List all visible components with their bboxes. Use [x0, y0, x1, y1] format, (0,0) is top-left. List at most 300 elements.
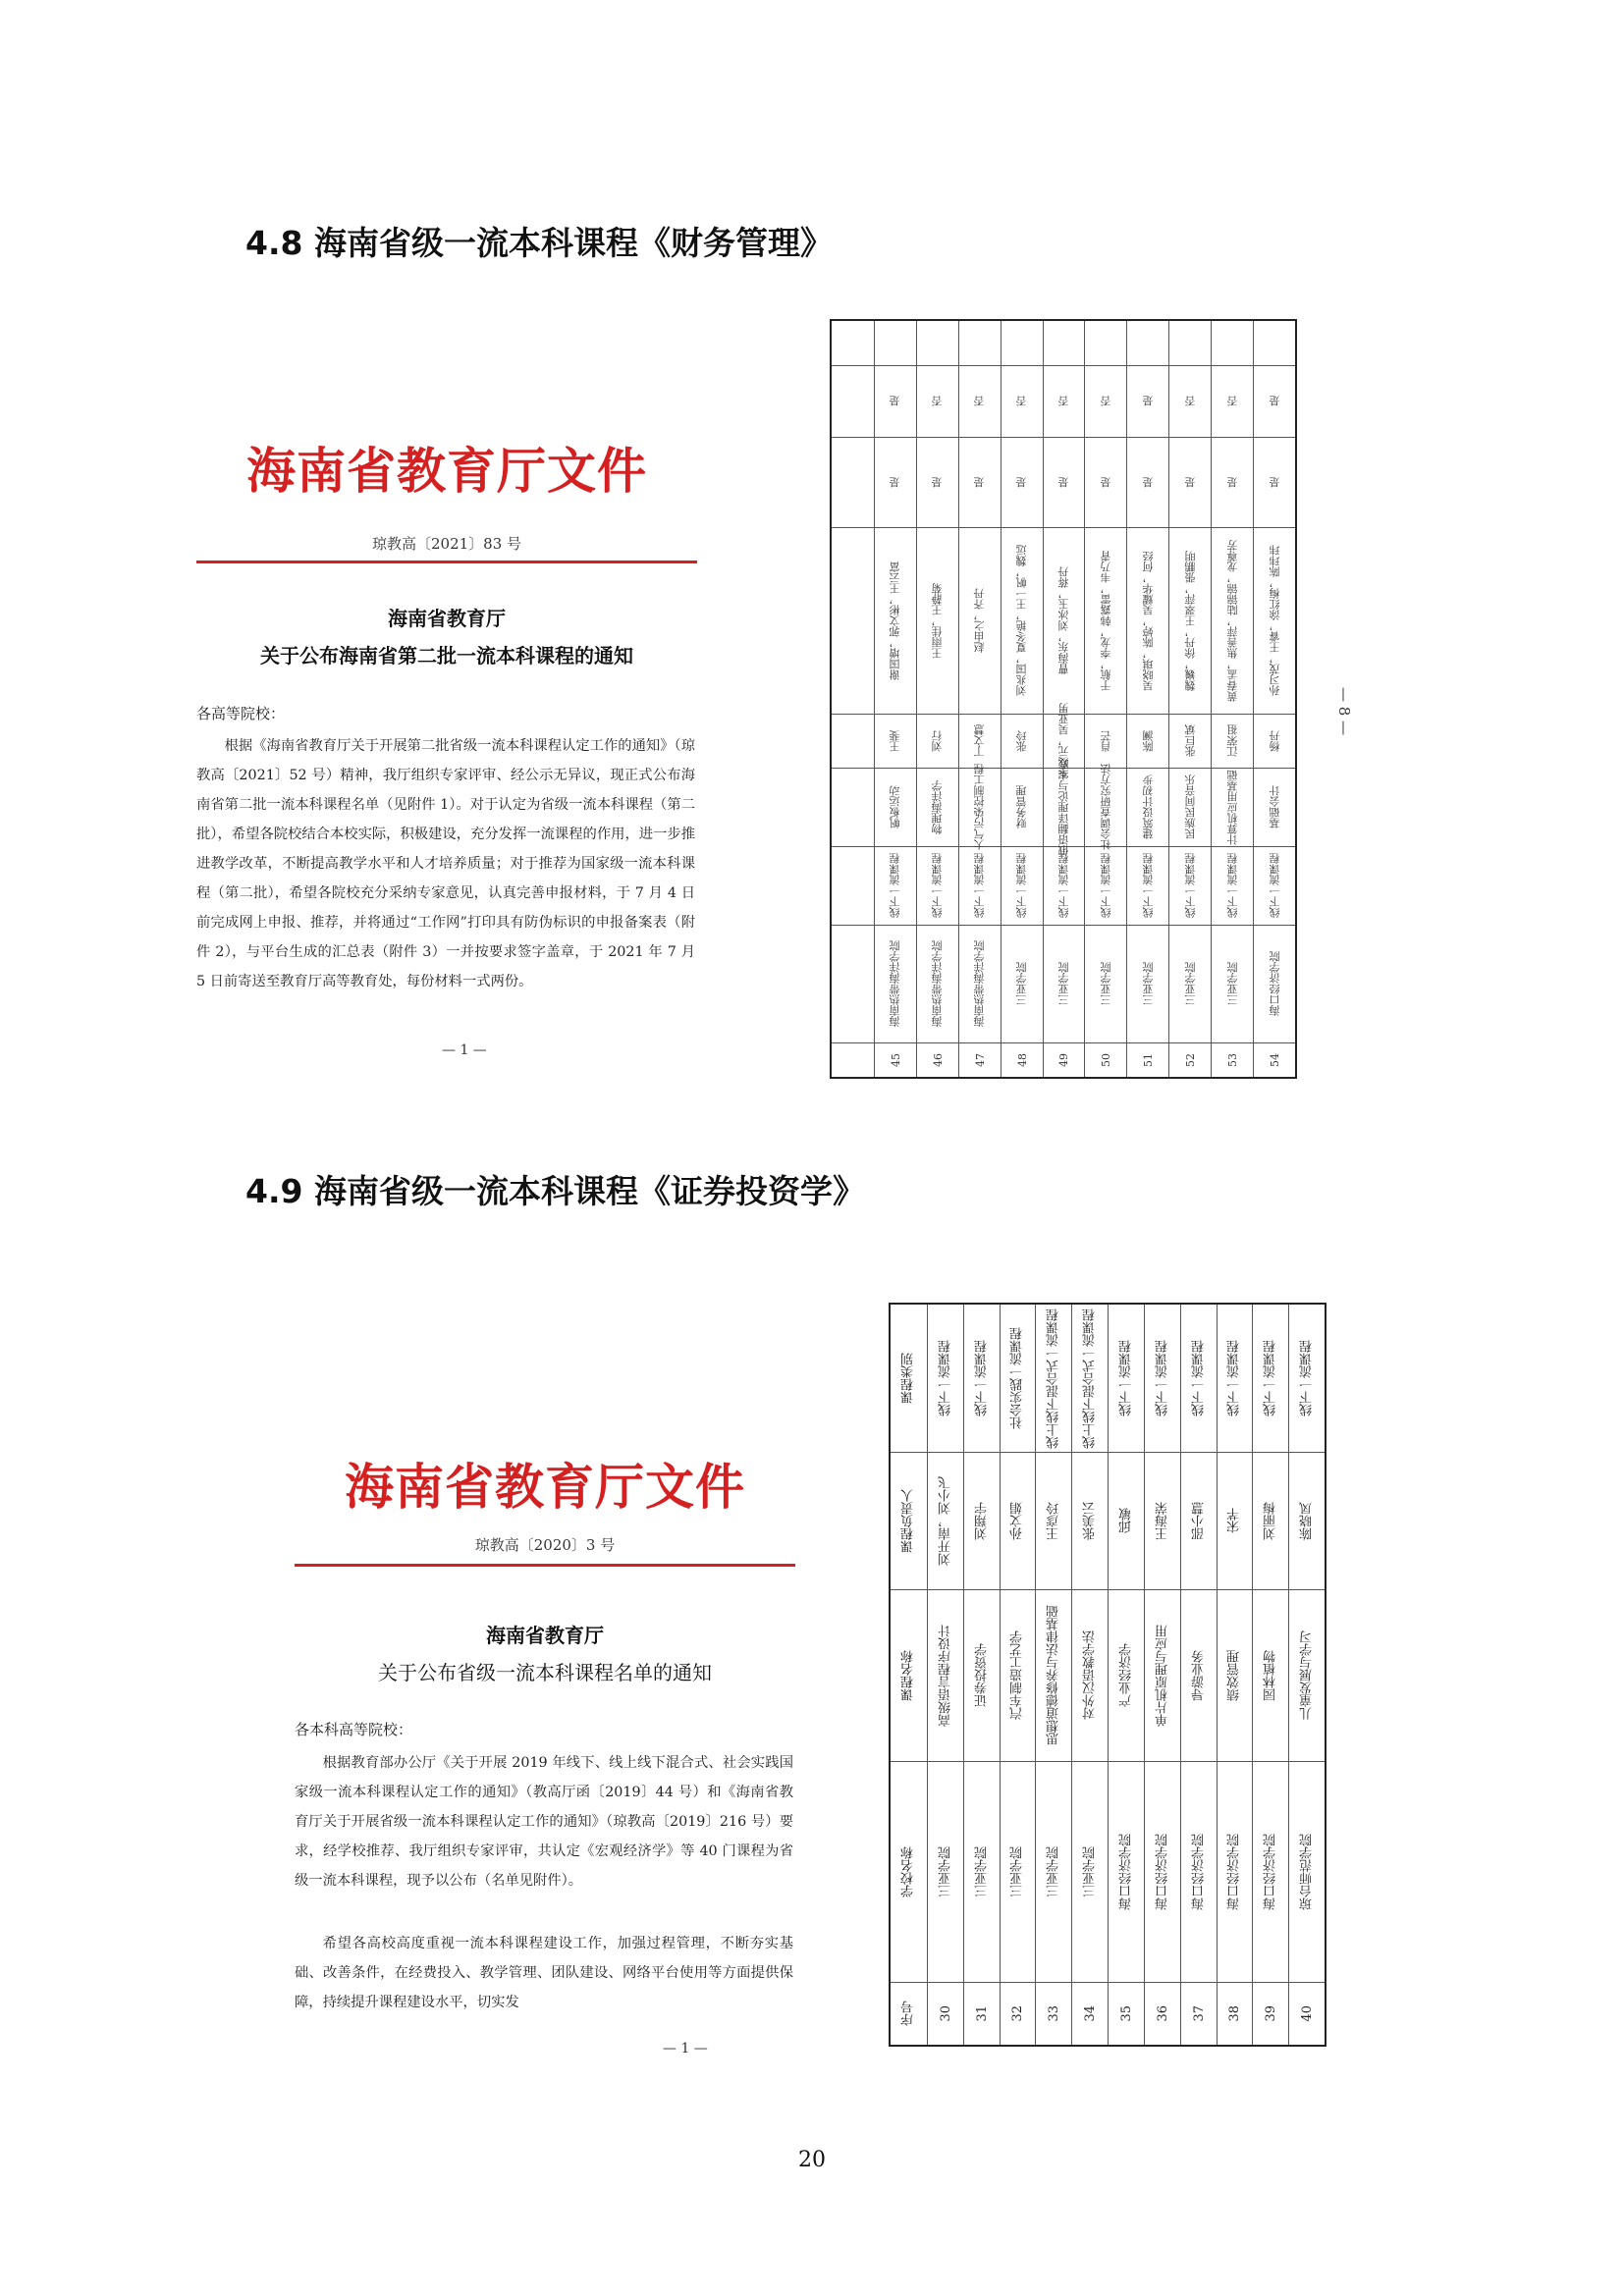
- table-cell-lead: [1169, 714, 1212, 768]
- table-cell-course: [1036, 1589, 1072, 1761]
- table-cell-lead: [1001, 1452, 1037, 1589]
- cell-text-course: 俄语翻译理论与实践: [1056, 758, 1070, 856]
- cell-text-members: 孙习茂，王睿，涂红梅，陈玮玮: [1268, 545, 1281, 696]
- table-cell-no: [1036, 1982, 1072, 2045]
- table-cell-type: [875, 846, 917, 925]
- table-cell-school: [1169, 925, 1212, 1042]
- table-cell-members: [1044, 527, 1086, 714]
- table-cell-no: [1253, 1982, 1289, 2045]
- cell-text-c2: 是: [889, 396, 902, 406]
- cell-text-type: 线下一流课程: [1191, 1340, 1207, 1416]
- table-cell-type: [1036, 1305, 1072, 1452]
- table-cell-school: [1254, 925, 1296, 1042]
- table-row: [1084, 321, 1127, 1077]
- cell-text-lead: 张玲: [1015, 729, 1029, 752]
- cell-text-school: 三亚学院: [1183, 962, 1197, 1005]
- table-cell-type: [1212, 846, 1254, 925]
- table-cell-school: [1072, 1761, 1109, 1982]
- table-cell-course: [1181, 1589, 1218, 1761]
- cell-text-course: 绩效管理: [1227, 1649, 1243, 1701]
- table-cell-type: [1127, 846, 1169, 925]
- cell-text-c1: 是: [931, 476, 945, 488]
- document-number: 琼教高〔2020〕3 号: [474, 1536, 616, 1554]
- cell-text-lead: 宋芊: [1227, 1508, 1243, 1533]
- table-cell-c1: [875, 437, 917, 527]
- cell-text-no: 45: [889, 1052, 902, 1067]
- table-row: [1252, 1305, 1289, 2045]
- cell-text-school: 三亚学院: [974, 1845, 990, 1897]
- cell-text-school: 三亚学院: [1015, 962, 1029, 1005]
- cell-text-course: 财务管理: [1015, 785, 1029, 828]
- table-cell-school: [917, 925, 959, 1042]
- cell-text-type: 线下一流课程: [1227, 1340, 1243, 1416]
- notice-greeting: 各高等院校：: [196, 705, 286, 722]
- table-cell-c2: [1254, 365, 1296, 437]
- cell-text-type: 线下一流课程: [1056, 853, 1070, 918]
- table-cell-course: [1127, 768, 1169, 846]
- table-cell-type: [1218, 1305, 1254, 1452]
- cell-text-no: 30: [938, 2004, 953, 2022]
- cell-text-course: 儿童发展与学习: [1300, 1630, 1316, 1720]
- cell-text-no: 35: [1118, 2004, 1134, 2022]
- cell-text-lead: 孙文娟: [1010, 1501, 1026, 1540]
- red-divider: [196, 561, 697, 563]
- cell-text-course: 物理海洋学: [931, 779, 945, 834]
- cell-text-c2: 否: [931, 396, 945, 406]
- table-cell-c1: [1001, 437, 1044, 527]
- table-cell-no: [959, 1042, 1001, 1077]
- cell-text-no: 54: [1269, 1052, 1282, 1067]
- table-cell-type: [1145, 1305, 1181, 1452]
- table-cell-c1: [917, 437, 959, 527]
- table-cell-course: [928, 1589, 964, 1761]
- table-cell-lead: [928, 1452, 964, 1589]
- cell-text-school: 三亚学院: [1010, 1845, 1026, 1897]
- cell-text-lead: 江荣祖: [1225, 724, 1239, 757]
- table-row: [1217, 1305, 1254, 2045]
- cell-text-type: 线下一流课程: [1155, 1340, 1170, 1416]
- table-cell-no: [1254, 1042, 1296, 1077]
- table-cell-no: [1289, 1982, 1326, 2045]
- table-cell-course: [917, 768, 959, 846]
- cell-text-type: 线下一流课程: [1015, 853, 1029, 918]
- cell-text-school: 海口经济学院: [1227, 1833, 1243, 1910]
- cell-text-lead: 王斐: [889, 729, 902, 752]
- table-cell-c2: [1169, 365, 1212, 437]
- table-cell-no: [1212, 1042, 1254, 1077]
- table-cell-members: [1169, 527, 1212, 714]
- table-cell-no: [875, 1042, 917, 1077]
- table-row: [916, 321, 959, 1077]
- table-cell-no: [1072, 1982, 1109, 2045]
- cell-text-course: 基础会计: [1268, 785, 1281, 828]
- table-cell-course: [1001, 1589, 1037, 1761]
- cell-text-school: 三亚学院: [1099, 962, 1112, 1005]
- cell-text-course: 思想道德修养与法律基础: [1047, 1605, 1062, 1745]
- table-cell-school: [1289, 1761, 1326, 1982]
- table-row: [1001, 321, 1044, 1077]
- table-cell-course: [1253, 1589, 1289, 1761]
- cell-text-lead: 刘翔宇: [974, 1501, 990, 1540]
- table-cell-school: [1218, 1761, 1254, 1982]
- notice-page-mark: — 1 —: [442, 1042, 487, 1058]
- table-cell-type: [959, 846, 1001, 925]
- table-cell-no: [1127, 1042, 1169, 1077]
- cell-text-lead: 刘开南，刘小飞: [938, 1475, 953, 1566]
- cell-text-type: 线下一流课程: [938, 1340, 953, 1416]
- table-cell-type: [1072, 1305, 1109, 1452]
- notice-title-line-1: 海南省教育厅: [486, 1624, 604, 1647]
- cell-text-course: 大气污染控制工程: [973, 764, 987, 850]
- cell-text-type: 线下一流课程: [1118, 1340, 1134, 1416]
- cell-text-school: 海口经济学院: [1155, 1833, 1170, 1910]
- table-cell-no: [891, 1982, 927, 2045]
- table-cell-type: [1169, 846, 1212, 925]
- table-cell-lead: [1289, 1452, 1326, 1589]
- table-cell-c1: [1254, 437, 1296, 527]
- table-cell-course: [1212, 768, 1254, 846]
- cell-text-c2: 是: [1268, 396, 1281, 406]
- table-cell-course: [1044, 758, 1086, 856]
- cell-text-course: 计算机应用基础: [1225, 769, 1239, 845]
- table-cell-lead: [1254, 714, 1296, 768]
- cell-text-type: 线上线下混合式一流课程: [1047, 1308, 1062, 1449]
- table-cell-no: [917, 1042, 959, 1077]
- table-cell-school: [1127, 925, 1169, 1042]
- table-cell-no: [1181, 1982, 1218, 2045]
- table-cell-school: [1001, 1761, 1037, 1982]
- cell-text-school: 海口经济学院: [1191, 1833, 1207, 1910]
- cell-text-no: 53: [1226, 1052, 1240, 1067]
- cell-text-school: 学校名称: [900, 1845, 916, 1897]
- table-cell-lead: [1072, 1452, 1109, 1589]
- table-cell-course: [1145, 1589, 1181, 1761]
- cell-text-school: 三亚学院: [938, 1845, 953, 1897]
- table-cell-no: [1044, 1042, 1086, 1077]
- table-cell-no: [1145, 1982, 1181, 2045]
- table-cell-lead: [917, 714, 959, 768]
- cell-text-members: 赵由之，齐丹: [973, 588, 987, 653]
- cell-text-lead: 邱敏: [1118, 1508, 1134, 1533]
- table-cell-c1: [1127, 437, 1169, 527]
- cell-text-type: 线下一流课程: [1141, 853, 1155, 918]
- table-cell-school: [1036, 1761, 1072, 1982]
- cell-text-school: 海南热带海洋学院: [973, 940, 987, 1027]
- table-cell-no: [1001, 1982, 1037, 2045]
- cell-text-course: 单片机原理与应用: [1155, 1624, 1170, 1727]
- table-cell-c2: [1212, 365, 1254, 437]
- table-cell-members: [1254, 527, 1296, 714]
- cell-text-course: 建筑设计初步: [1141, 774, 1155, 839]
- table-cell-type: [917, 846, 959, 925]
- table-side-page-mark: — 8 —: [1335, 687, 1353, 736]
- cell-text-type: 线下一流课程: [973, 853, 987, 918]
- table-cell-lead: [1085, 714, 1127, 768]
- table-cell-c2: [1085, 365, 1127, 437]
- table-cell-course: [1289, 1589, 1326, 1761]
- cell-text-members: 曹海东，刘冰玉，蒋丹: [1056, 566, 1070, 674]
- cell-text-c2: 否: [1225, 396, 1239, 406]
- table-row: [927, 1305, 964, 2045]
- table-cell-members: [1127, 527, 1169, 714]
- cell-text-type: 线下一流课程: [1264, 1340, 1279, 1416]
- table-cell-c2: [875, 365, 917, 437]
- cell-text-course: 高级语言程序设计: [938, 1624, 953, 1727]
- cell-text-type: 线下一流课程: [1225, 853, 1239, 918]
- cell-text-c2: 否: [1099, 396, 1112, 406]
- cell-text-lead: 张美云: [1083, 1501, 1099, 1540]
- cell-text-type: 课程类别: [900, 1353, 916, 1404]
- table-row: [1035, 1305, 1072, 2045]
- cell-text-c1: 是: [1056, 476, 1070, 488]
- red-divider: [295, 1564, 795, 1567]
- table-row: [1253, 321, 1296, 1077]
- table-cell-course: [1085, 764, 1127, 850]
- table-row: [958, 321, 1001, 1077]
- cell-text-lead: 杨丹: [1268, 729, 1281, 752]
- cell-text-members: 谢国增，郭文彬，王云富: [889, 561, 902, 680]
- cell-text-c2: 是: [1141, 396, 1155, 406]
- notice-page-mark: — 1 —: [663, 2041, 708, 2056]
- notice-greeting: 各本科高等院校：: [295, 1721, 413, 1738]
- cell-text-school: 海口经济学院: [1118, 1833, 1134, 1910]
- notice-title-line-2: 关于公布海南省第二批一流本科课程的通知: [260, 644, 633, 667]
- table-cell-type: [1044, 846, 1086, 925]
- notice-document-2020: [295, 1448, 795, 2056]
- cell-text-members: 黄春孟，焦善萍，陆锦锦，龙尊芳: [1225, 539, 1239, 702]
- cell-text-type: 线下一流课程: [889, 853, 902, 918]
- table-row: [1071, 1305, 1109, 2045]
- table-cell-members: [875, 527, 917, 714]
- table-row: [1126, 321, 1169, 1077]
- table-cell-school: [1181, 1761, 1218, 1982]
- table-cell-c2: [959, 365, 1001, 437]
- table-cell-type: [1254, 846, 1296, 925]
- table-cell-type: [1253, 1305, 1289, 1452]
- table-cell-c1: [1212, 437, 1254, 527]
- cell-text-type: 线下一流课程: [931, 853, 945, 918]
- table-cell-school: [964, 1761, 1001, 1982]
- cell-text-type: 线下一流课程: [1300, 1340, 1316, 1416]
- cell-text-no: 40: [1300, 2004, 1316, 2022]
- table-cell-school: [1145, 1761, 1181, 1982]
- table-cell-no: [1001, 1042, 1044, 1077]
- cell-text-c2: 否: [1183, 396, 1197, 406]
- table-cell-no: [1109, 1982, 1145, 2045]
- document-number: 琼教高〔2021〕83 号: [371, 535, 522, 553]
- table-cell-school: [1109, 1761, 1145, 1982]
- course-table-rotated-2021: [830, 319, 1297, 1079]
- table-cell-type: [1181, 1305, 1218, 1452]
- cell-text-type: 线下一流课程: [1268, 853, 1281, 918]
- issuer-title: 海南省教育厅文件: [246, 443, 647, 500]
- table-cell-no: [1218, 1982, 1254, 2045]
- cell-text-type: 线上线下混合式一流课程: [1083, 1308, 1099, 1449]
- cell-text-no: 33: [1047, 2004, 1062, 2022]
- cell-text-no: 49: [1057, 1052, 1071, 1067]
- table-cell-members: [1085, 527, 1127, 714]
- table-cell-lead: [1181, 1452, 1218, 1589]
- table-cell-c2: [917, 365, 959, 437]
- cell-text-members: 魏巍，徐丹，王翠萍，張鹏明: [1183, 550, 1197, 691]
- table-cell-course: [891, 1589, 927, 1761]
- table-cell-course: [959, 764, 1001, 850]
- cell-text-c1: 是: [1183, 476, 1197, 488]
- table-row: [963, 1305, 1001, 2045]
- table-header-column: [832, 321, 874, 1077]
- cell-text-lead: 肖芒: [1099, 729, 1112, 752]
- table-cell-members: [917, 527, 959, 714]
- cell-text-school: 海口经济学院: [1268, 951, 1281, 1016]
- table-cell-no: [1085, 1042, 1127, 1077]
- cell-text-course: 产业经济学: [1118, 1643, 1134, 1707]
- cell-text-no: 52: [1184, 1052, 1198, 1067]
- table-cell-c1: [1169, 437, 1212, 527]
- table-row: [874, 321, 917, 1077]
- table-cell-members: [1212, 527, 1254, 714]
- table-cell-lead: [1145, 1452, 1181, 1589]
- cell-text-c1: 是: [889, 476, 902, 488]
- table-cell-lead: [1109, 1452, 1145, 1589]
- table-cell-lead: [1253, 1452, 1289, 1589]
- table-cell-c2: [1001, 365, 1044, 437]
- table-cell-course: [964, 1589, 1001, 1761]
- cell-text-no: 37: [1191, 2004, 1207, 2022]
- table-cell-course: [875, 768, 917, 846]
- cell-text-lead: 王彦玲: [1047, 1501, 1062, 1540]
- table-cell-school: [959, 925, 1001, 1042]
- table-cell-course: [1072, 1589, 1109, 1761]
- cell-text-lead: 王海荣: [1155, 1501, 1170, 1540]
- cell-text-lead: 丁文慧: [973, 724, 987, 757]
- cell-text-course: 社会调查研究方法: [1099, 764, 1112, 850]
- table-row: [1000, 1305, 1037, 2045]
- table-cell-type: [1289, 1305, 1326, 1452]
- cell-text-course: 帆板运动: [889, 785, 902, 828]
- table-cell-course: [1001, 768, 1044, 846]
- table-cell-course: [1169, 768, 1212, 846]
- issuer-title: 海南省教育厅文件: [345, 1459, 745, 1516]
- cell-text-school: 海南热带海洋学院: [889, 940, 902, 1027]
- table-cell-no: [964, 1982, 1001, 2045]
- table-cell-school: [1044, 925, 1086, 1042]
- table-cell-lead: [1001, 714, 1044, 768]
- table-cell-lead: [875, 714, 917, 768]
- cell-text-c1: 是: [1268, 476, 1281, 488]
- cell-text-school: 三亚学院: [1047, 1845, 1062, 1897]
- cell-text-no: 46: [931, 1052, 945, 1067]
- table-cell-lead: [1036, 1452, 1072, 1589]
- notice-body: 根据《海南省教育厅关于开展第二批省级一流本科课程认定工作的通知》（琼教高〔2021〕52 号）精神，我厅组织专家评审、经公示无异议，现正式公布海南省第二批一流本科课程名单（见附件 1）。对于认定为省级一流本科课程（第二批），希望各院校结合本校实际，积极建设，充分发挥一流课程的作用，进一步推进教学改革，不断提高教学水平和人才培养质量；对于推荐为国家级一流本科课程（第二批），希望各院校充分采纳专家意见，认真完善申报材料，于 7 月 4 日前完成网上申报、推荐，并将通过“工作网”打印具有防伪标识的申报备案表（附件 2），与平台生成的汇总表（附件 3）一并按要求签字盖章，于 2021 年 7 月 5 日前寄送至教育厅高等教育处，每份材料一式两份。: [196, 738, 695, 989]
- cell-text-course: 民族民间音乐: [1183, 774, 1197, 839]
- notice-paragraph-1: 根据教育部办公厅《关于开展 2019 年线下、线上线下混合式、社会实践国家级一流本科课程认定工作的通知》（教高厅函〔2019〕44 号）和《海南省教育厅关于开展省级一流本科课程认定工作的通知》（琼教高〔2019〕216 号）要求，经学校推荐、我厅组织专家评审，共认定《宏观经济学》等 40 门课程为省级一流本科课程，现予以公布（名单见附件）。: [295, 1755, 793, 1889]
- cell-text-school: 三亚学院: [1225, 962, 1239, 1005]
- cell-text-school: 三亚学院: [1083, 1845, 1099, 1897]
- table-row: [1288, 1305, 1326, 2045]
- cell-text-c2: 否: [1056, 396, 1070, 406]
- table-cell-school: [1001, 925, 1044, 1042]
- table-row: [1144, 1305, 1181, 2045]
- cell-text-lead: 刘行: [931, 729, 945, 752]
- table-cell-lead: [1218, 1452, 1254, 1589]
- cell-text-no: 32: [1010, 2004, 1026, 2022]
- cell-text-course: 对外汉语教学法: [1083, 1630, 1099, 1720]
- table-cell-c2: [1127, 365, 1169, 437]
- table-cell-school: [1085, 925, 1127, 1042]
- cell-text-members: 吴晓琪，陈婷，吴耀华，何经: [1141, 550, 1155, 691]
- section-heading-4-9: 4.9 海南省级一流本科课程《证券投资学》: [245, 1172, 865, 1210]
- table-cell-lead: [1127, 714, 1169, 768]
- section-heading-4-8: 4.8 海南省级一流本科课程《财务管理》: [245, 224, 833, 262]
- cell-text-no: 50: [1100, 1052, 1113, 1067]
- cell-text-course: 导游业务: [1191, 1649, 1207, 1701]
- cell-text-no: 31: [974, 2004, 990, 2022]
- notice-title-line-2: 关于公布省级一流本科课程名单的通知: [378, 1661, 712, 1684]
- cell-text-c1: 是: [1225, 476, 1239, 488]
- table-cell-type: [928, 1305, 964, 1452]
- table-cell-lead: [891, 1452, 927, 1589]
- cell-text-members: 刘兆国，夏冬艳，王一帆，魏远: [1015, 545, 1029, 696]
- cell-text-course: 证券投资学: [974, 1643, 990, 1707]
- table-row: [1168, 321, 1212, 1077]
- table-cell-type: [891, 1305, 927, 1452]
- notice-title-line-1: 海南省教育厅: [388, 607, 506, 630]
- table-row: [1211, 321, 1254, 1077]
- table-cell-type: [1001, 1305, 1037, 1452]
- cell-text-no: 39: [1264, 2004, 1279, 2022]
- table-cell-c2: [1044, 365, 1086, 437]
- cell-text-type: 线下一流课程: [1183, 853, 1197, 918]
- cell-text-school: 海南热带海洋学院: [931, 940, 945, 1027]
- table-cell-course: [1218, 1589, 1254, 1761]
- table-cell-c1: [959, 437, 1001, 527]
- notice-paragraph-2: 希望各高校高度重视一流本科课程建设工作，加强过程管理，不断夯实基础、改善条件，在经费投入、教学管理、团队建设、网络平台使用等方面提供保障，持续提升课程建设水平，切实发: [295, 1936, 793, 2010]
- table-cell-type: [1085, 846, 1127, 925]
- table-cell-school: [891, 1761, 927, 1982]
- course-table-rotated-2020: [889, 1303, 1326, 2047]
- cell-text-course: 园林植物: [1264, 1649, 1279, 1701]
- cell-text-no: 51: [1142, 1052, 1156, 1067]
- cell-text-c1: 是: [1099, 476, 1112, 488]
- cell-text-course: 课程名称: [900, 1649, 916, 1701]
- table-cell-no: [1169, 1042, 1212, 1077]
- cell-text-lead: 陈澜: [1141, 729, 1155, 752]
- table-cell-type: [1109, 1305, 1145, 1452]
- table-cell-school: [1253, 1761, 1289, 1982]
- cell-text-lead: 李发元，吴亚男: [1056, 703, 1070, 778]
- table-cell-school: [928, 1761, 964, 1982]
- cell-text-school: 海口经济学院: [1264, 1833, 1279, 1910]
- page-number: 20: [798, 2148, 826, 2172]
- table-cell-lead: [964, 1452, 1001, 1589]
- cell-text-c1: 是: [1015, 476, 1029, 488]
- cell-text-no: 序号: [900, 2001, 916, 2026]
- table-cell-school: [1212, 925, 1254, 1042]
- cell-text-no: 48: [1015, 1052, 1029, 1067]
- table-cell-c1: [1085, 437, 1127, 527]
- cell-text-lead: 刘丽梅: [1264, 1501, 1279, 1540]
- cell-text-no: 38: [1227, 2004, 1243, 2022]
- table-header-column: [891, 1305, 927, 2045]
- table-cell-members: [1001, 527, 1044, 714]
- table-cell-c1: [1044, 437, 1086, 527]
- table-cell-lead: [959, 714, 1001, 768]
- table-row: [1043, 321, 1086, 1077]
- cell-text-type: 线下一流课程: [974, 1340, 990, 1416]
- table-cell-course: [1254, 768, 1296, 846]
- table-cell-lead: [1212, 714, 1254, 768]
- cell-text-lead: 课程负责人: [900, 1488, 916, 1553]
